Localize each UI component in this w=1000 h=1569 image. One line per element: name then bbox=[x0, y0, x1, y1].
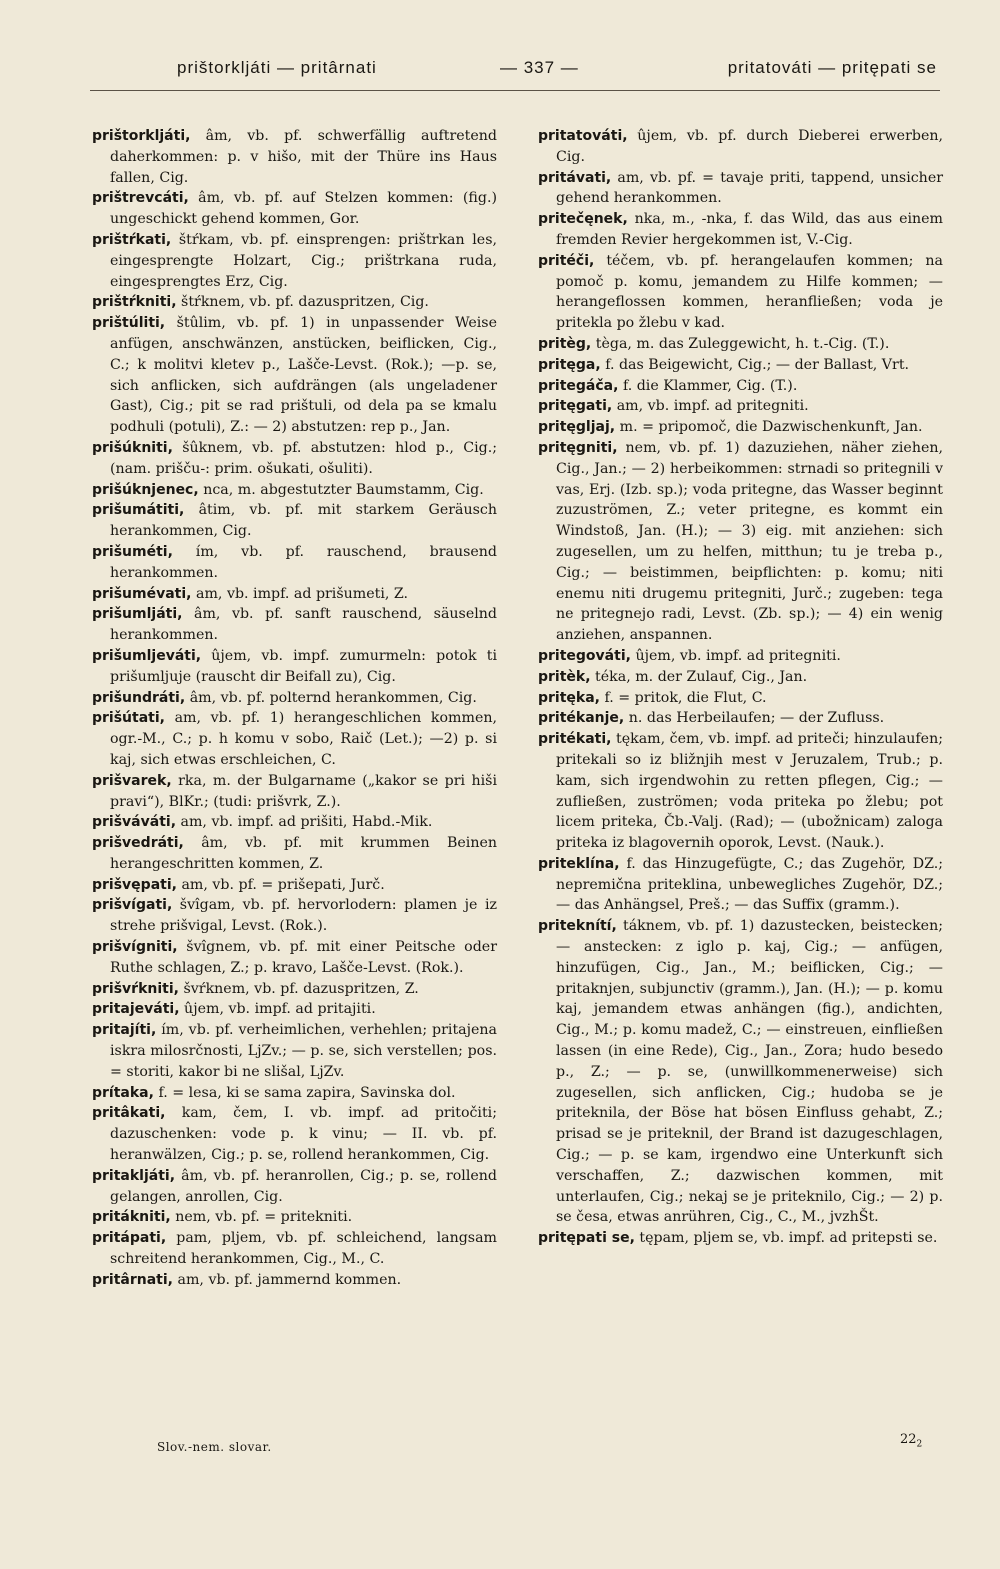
entry-definition: švŕknem, vb. pf. dazuspritzen, Z. bbox=[178, 980, 419, 997]
entry-headword: pritârnati, bbox=[92, 1271, 173, 1288]
entry-headword: prištorkljáti, bbox=[92, 128, 191, 144]
entry-definition: âtim, vb. pf. mit starkem Geräusch herankommen, Cig. bbox=[110, 502, 497, 540]
dictionary-entry bbox=[92, 604, 497, 646]
entry-definition: f. = pritok, die Flut, C. bbox=[600, 689, 767, 706]
dictionary-entry bbox=[92, 313, 497, 438]
entry-definition: âm, vb. pf. auf Stelzen kommen: (fig.) ungeschickt gehend kommen, Gor. bbox=[110, 190, 497, 228]
entry-headword: priteklína, bbox=[538, 855, 620, 872]
dictionary-entry bbox=[92, 230, 497, 292]
dictionary-entry bbox=[538, 168, 943, 210]
dictionary-entry bbox=[92, 895, 497, 937]
entry-headword: pritâkati, bbox=[92, 1105, 166, 1122]
entry-headword: pritèk, bbox=[538, 668, 591, 685]
entry-definition: ûjem, vb. impf. zumurmeln: potok ti prišumljuje (rauscht dir Beifall zu), Cig. bbox=[110, 647, 497, 685]
entry-definition: štûlim, vb. pf. 1) in unpassender Weise anfügen, anschwänzen, anstücken, beiflicken, Cig., C.; k molitvi kletev p., Lašče-Levst. (Rok.); —p. se, sich anflicken, sich aufdrängen (als ungeladener Gast), Cig.; pit se rad prištuli, od dela pa se kmalu podhuli (potuli), Z.: — 2) abstutzen: rep p., Jan. bbox=[110, 315, 497, 436]
entry-headword: priteknítí, bbox=[538, 918, 617, 935]
entry-headword: pritęgati, bbox=[538, 398, 613, 415]
entry-definition: štŕknem, vb. pf. dazuspritzen, Cig. bbox=[176, 294, 429, 311]
entry-headword: pritęgljaj, bbox=[538, 419, 616, 436]
entry-definition: f. die Klammer, Cig. (T.). bbox=[618, 377, 798, 394]
entry-definition: âm, vb. pf. heranrollen, Cig.; p. se, rollend gelangen, anrollen, Cig. bbox=[110, 1167, 497, 1205]
entry-definition: nem, vb. pf. = pritekniti. bbox=[170, 1209, 353, 1226]
header-right-catchword: pritatováti — pritępati se bbox=[727, 58, 937, 77]
entry-headword: pritajeváti, bbox=[92, 1001, 180, 1018]
entry-headword: prišvarek, bbox=[92, 772, 172, 789]
entry-headword: prištúliti, bbox=[92, 315, 166, 332]
entry-definition: ûjem, vb. impf. ad pritegniti. bbox=[630, 647, 841, 664]
dictionary-entry bbox=[92, 1270, 497, 1291]
entry-definition: rka, m. der Bulgarname („kakor se pri hiši pravi“), BlKr.; (tudi: prišvrk, Z.). bbox=[110, 772, 497, 810]
entry-headword: prišumévati, bbox=[92, 585, 192, 602]
header-left-catchword: prištorkljáti — pritârnati bbox=[177, 58, 377, 77]
dictionary-entry bbox=[92, 292, 497, 313]
entry-definition: n. das Herbeilaufen; — der Zufluss. bbox=[624, 710, 885, 727]
sheet-number bbox=[900, 1432, 922, 1450]
entry-definition: f. = lesa, ki se sama zapira, Savinska dol. bbox=[153, 1084, 456, 1101]
entry-headword: pritákniti, bbox=[92, 1209, 171, 1226]
dictionary-entry bbox=[92, 1166, 497, 1208]
dictionary-entry bbox=[538, 396, 943, 417]
dictionary-entry bbox=[538, 1228, 943, 1249]
dictionary-entry bbox=[92, 500, 497, 542]
sheet-number-main: 22 bbox=[900, 1432, 917, 1447]
entry-definition: f. das Hinzugefügte, C.; das Zugehör, DZ.; nepremična priteklina, unbewegliches Zugehör, DZ.; — das Anhängsel, Preš.; — das Suffix (gramm.). bbox=[556, 855, 943, 914]
entry-headword: pritęgniti, bbox=[538, 439, 618, 456]
dictionary-entry bbox=[538, 355, 943, 376]
entry-definition: tękam, čem, vb. impf. ad priteči; hinzulaufen; pritekali so iz bližnjih mest v Jeruzalem, Trub.; p. kam, sich irgendwohin zu retten pflegen, Cig.; — zufließen, zuströmen; voda priteka po žlebu; pot licem priteka, Čb.-Valj. (Rad); — (ubožnicam) zaloga priteka iz blagovernih oporok, Levst. (Nauk.). bbox=[556, 731, 943, 852]
entry-headword: prišvępati, bbox=[92, 876, 177, 893]
dictionary-entry bbox=[92, 646, 497, 688]
dictionary-entry bbox=[538, 376, 943, 397]
entry-headword: prišumljáti, bbox=[92, 606, 183, 623]
entry-headword: pritávati, bbox=[538, 169, 612, 186]
entry-headword: pritápati, bbox=[92, 1230, 167, 1247]
entry-definition: am, vb. pf. = prišepati, Jurč. bbox=[176, 876, 385, 893]
entry-headword: prištŕkniti, bbox=[92, 294, 177, 311]
entry-definition: kam, čem, I. vb. impf. ad pritočiti; dazuschenken: vode p. k vinu; — II. vb. pf. heranwälzen, Cig.; p. se, rollend herankommen, Cig. bbox=[110, 1105, 497, 1164]
dictionary-entry bbox=[538, 646, 943, 667]
entry-headword: pritegáča, bbox=[538, 377, 619, 394]
entry-definition: téčem, vb. pf. herangelaufen kommen; na pomoč p. komu, jemandem zu Hilfe kommen; — herangeflossen kommen, heranfließen; voda je pritekla po žlebu v kad. bbox=[556, 252, 943, 332]
dictionary-entry bbox=[92, 1020, 497, 1082]
dictionary-entry bbox=[538, 209, 943, 251]
entry-definition: tèga, m. das Zuleggewicht, h. t.-Cig. (T.). bbox=[591, 335, 890, 352]
dictionary-entry bbox=[92, 1228, 497, 1270]
left-column bbox=[92, 126, 497, 1291]
header-rule bbox=[90, 90, 940, 91]
dictionary-entry bbox=[92, 126, 497, 188]
dictionary-entry bbox=[92, 833, 497, 875]
dictionary-entry bbox=[538, 854, 943, 916]
entry-definition: m. = pripomoč, die Dazwischenkunft, Jan. bbox=[615, 419, 923, 436]
entry-definition: pam, pljem, vb. pf. schleichend, langsam schreitend herankommen, Cig., M., C. bbox=[110, 1230, 497, 1268]
dictionary-entry bbox=[92, 979, 497, 1000]
entry-headword: prišúkniti, bbox=[92, 439, 173, 456]
entry-headword: pritékanje, bbox=[538, 710, 625, 727]
entry-headword: prištrevcáti, bbox=[92, 190, 189, 207]
entry-definition: âm, vb. pf. polternd herankommen, Cig. bbox=[185, 689, 477, 706]
signature-mark: Slov.-nem. slovar. bbox=[157, 1440, 272, 1454]
dictionary-entry bbox=[538, 667, 943, 688]
entry-definition: tępam, pljem se, vb. impf. ad pritepsti se. bbox=[634, 1230, 938, 1247]
dictionary-entry bbox=[92, 480, 497, 501]
entry-headword: pritèg, bbox=[538, 335, 592, 352]
page-header bbox=[95, 58, 937, 88]
entry-definition: ûjem, vb. impf. ad pritajiti. bbox=[179, 1001, 376, 1018]
sheet-number-sub: 2 bbox=[916, 1439, 923, 1450]
entry-headword: prišúknjenec, bbox=[92, 481, 199, 498]
dictionary-entry bbox=[92, 875, 497, 896]
entry-definition: âm, vb. pf. sanft rauschend, säuselnd herankommen. bbox=[110, 606, 497, 644]
entry-definition: nca, m. abgestutzter Baumstamm, Cig. bbox=[198, 481, 484, 498]
entry-headword: pritakljáti, bbox=[92, 1167, 176, 1184]
entry-headword: prišváváti, bbox=[92, 814, 177, 831]
dictionary-entry bbox=[92, 812, 497, 833]
page-number: — 337 — bbox=[500, 58, 579, 77]
entry-headword: pritęka, bbox=[538, 689, 600, 706]
entry-headword: pritegováti, bbox=[538, 647, 631, 664]
entry-headword: prišvígniti, bbox=[92, 939, 178, 956]
entry-definition: šûknem, vb. pf. abstutzen: hlod p., Cig.; (nam. prišču-: prim. ošukati, ošuliti). bbox=[110, 439, 497, 477]
entry-headword: pritečęnek, bbox=[538, 211, 628, 228]
dictionary-entry bbox=[92, 188, 497, 230]
dictionary-entry bbox=[538, 126, 943, 168]
dictionary-entry bbox=[92, 771, 497, 813]
entry-definition: švîgnem, vb. pf. mit einer Peitsche oder Ruthe schlagen, Z.; p. kravo, Lašče-Levst. (Rok.). bbox=[110, 939, 497, 976]
entry-headword: prišundráti, bbox=[92, 689, 186, 706]
entry-definition: táknem, vb. pf. 1) dazustecken, beistecken; — anstecken: z iglo p. kaj, Cig.; — anfügen, hinzufügen, Cig., Jan., M.; beiflicken, Cig.; — pritaknjen, subjunctiv (gramm.), Jan. (H.); — p. komu kaj, jemandem etwas anhängen (fig.), andichten, Cig., M.; p. komu madež, C.; — einstreuen, einfließen lassen (in eine Rede), Cig., Jan., Zora; hudo besedo p., Z.; — p. se, (unwillkommenerweise) sich zugesellen, sich anflicken, Cig.; hudoba se je priteknila, der Böse hat bösen Einfluss gehabt, Z.; prisad se je priteknil, der Brand ist dazugeschlagen, Cig.; — p. se kam, irgendwo eine Unterkunft sich verschaffen, Z.; dazwischen kommen, mit unterlaufen, Cig.; nekaj se je priteknilo, Cig.; — 2) p. se česa, etwas anrühren, Cig., C., M., jvzhŠt. bbox=[556, 918, 943, 1226]
dictionary-entry bbox=[92, 1207, 497, 1228]
dictionary-entry bbox=[92, 438, 497, 480]
entry-definition: téka, m. der Zulauf, Cig., Jan. bbox=[590, 668, 808, 685]
dictionary-entry bbox=[538, 708, 943, 729]
entry-definition: ûjem, vb. pf. durch Dieberei erwerben, Cig. bbox=[556, 128, 943, 165]
dictionary-entry bbox=[538, 729, 943, 854]
entry-headword: pritajíti, bbox=[92, 1022, 157, 1039]
entry-definition: am, vb. pf. jammernd kommen. bbox=[173, 1271, 402, 1288]
entry-headword: prišvŕkniti, bbox=[92, 980, 179, 997]
entry-definition: f. das Beigewicht, Cig.; — der Ballast, Vrt. bbox=[600, 356, 910, 373]
dictionary-entry bbox=[92, 999, 497, 1020]
entry-definition: am, vb. pf. = tavaje priti, tappend, unsicher gehend herankommen. bbox=[556, 169, 943, 207]
dictionary-entry bbox=[92, 1083, 497, 1104]
entry-definition: švîgam, vb. pf. hervorlodern: plamen je iz strehe prišvigal, Levst. (Rok.). bbox=[110, 897, 497, 935]
dictionary-entry bbox=[538, 334, 943, 355]
entry-definition: nem, vb. pf. 1) dazuziehen, näher ziehen, Cig., Jan.; — 2) herbeikommen: strnadi so pritegnili v vas, Erj. (Izb. sp.); voda pritegne, das Wasser beginnt zuzuströmen, Z.; veter pritegne, es kommt ein Windstoß, Jan. (H.); — 3) eig. mit anziehen: sich zugesellen, um zu helfen, mitthun; tu je treba p., Cig.; — beistimmen, beipflichten: p. komu; niti enemu niti drugemu pritegniti, Jurč.; zugeben: tega ne pritegnejo radi, Levst. (Zb. sp.); — 4) ein wenig anziehen, anspannen. bbox=[556, 439, 943, 644]
entry-headword: pritępati se, bbox=[538, 1230, 635, 1247]
entry-definition: am, vb. pf. 1) herangeschlichen kommen, ogr.-M., C.; p. h komu v sobo, Raič (Let.); —2) p. si kaj, sich etwas erschleichen, C. bbox=[110, 710, 497, 768]
right-column bbox=[538, 126, 943, 1249]
entry-headword: prištŕkati, bbox=[92, 231, 172, 248]
entry-definition: âm, vb. pf. mit krummen Beinen herangeschritten kommen, Z. bbox=[110, 835, 497, 872]
entry-headword: prišuméti, bbox=[92, 543, 173, 560]
dictionary-entry bbox=[538, 251, 943, 334]
entry-headword: pritékati, bbox=[538, 731, 612, 748]
dictionary-entry bbox=[92, 584, 497, 605]
entry-definition: am, vb. impf. ad prišumeti, Z. bbox=[191, 585, 408, 602]
entry-headword: prišumátiti, bbox=[92, 502, 185, 519]
entry-definition: âm, vb. pf. schwerfällig auftretend daherkommen: p. v hišo, mit der Thüre ins Haus fallen, Cig. bbox=[110, 128, 497, 186]
dictionary-entry bbox=[92, 708, 497, 770]
dictionary-entry bbox=[538, 417, 943, 438]
entry-headword: prišvedráti, bbox=[92, 835, 184, 852]
entry-headword: prítaka, bbox=[92, 1084, 154, 1101]
dictionary-entry bbox=[538, 916, 943, 1228]
entry-headword: prišumljeváti, bbox=[92, 647, 202, 664]
dictionary-entry bbox=[92, 1103, 497, 1165]
entry-definition: am, vb. impf. ad pritegniti. bbox=[612, 398, 809, 415]
entry-definition: am, vb. impf. ad prišiti, Habd.-Mik. bbox=[176, 814, 433, 831]
entry-headword: pritatováti, bbox=[538, 128, 628, 144]
entry-definition: ím, vb. pf. rauschend, brausend herankommen. bbox=[110, 543, 497, 581]
dictionary-entry bbox=[92, 937, 497, 979]
dictionary-entry bbox=[538, 438, 943, 646]
dictionary-entry bbox=[92, 542, 497, 584]
entry-definition: ím, vb. pf. verheimlichen, verhehlen; pritajena iskra milosrčnosti, LjZv.; — p. se, sich verstellen; pos. = storiti, kakor bi ne slišal, LjZv. bbox=[110, 1022, 497, 1080]
entry-headword: pritéči, bbox=[538, 252, 595, 269]
dictionary-entry bbox=[538, 688, 943, 709]
dictionary-entry bbox=[92, 688, 497, 709]
entry-headword: prišvígati, bbox=[92, 897, 173, 914]
entry-headword: pritęga, bbox=[538, 356, 601, 373]
entry-headword: prišútati, bbox=[92, 710, 165, 727]
entry-definition: štŕkam, vb. pf. einsprengen: prištrkan les, eingesprengte Holzart, Cig.; prištrkana ruda, eingesprengtes Erz, Cig. bbox=[110, 231, 497, 290]
entry-definition: nka, m., -nka, f. das Wild, das aus einem fremden Revier hergekommen ist, V.-Cig. bbox=[556, 211, 943, 248]
